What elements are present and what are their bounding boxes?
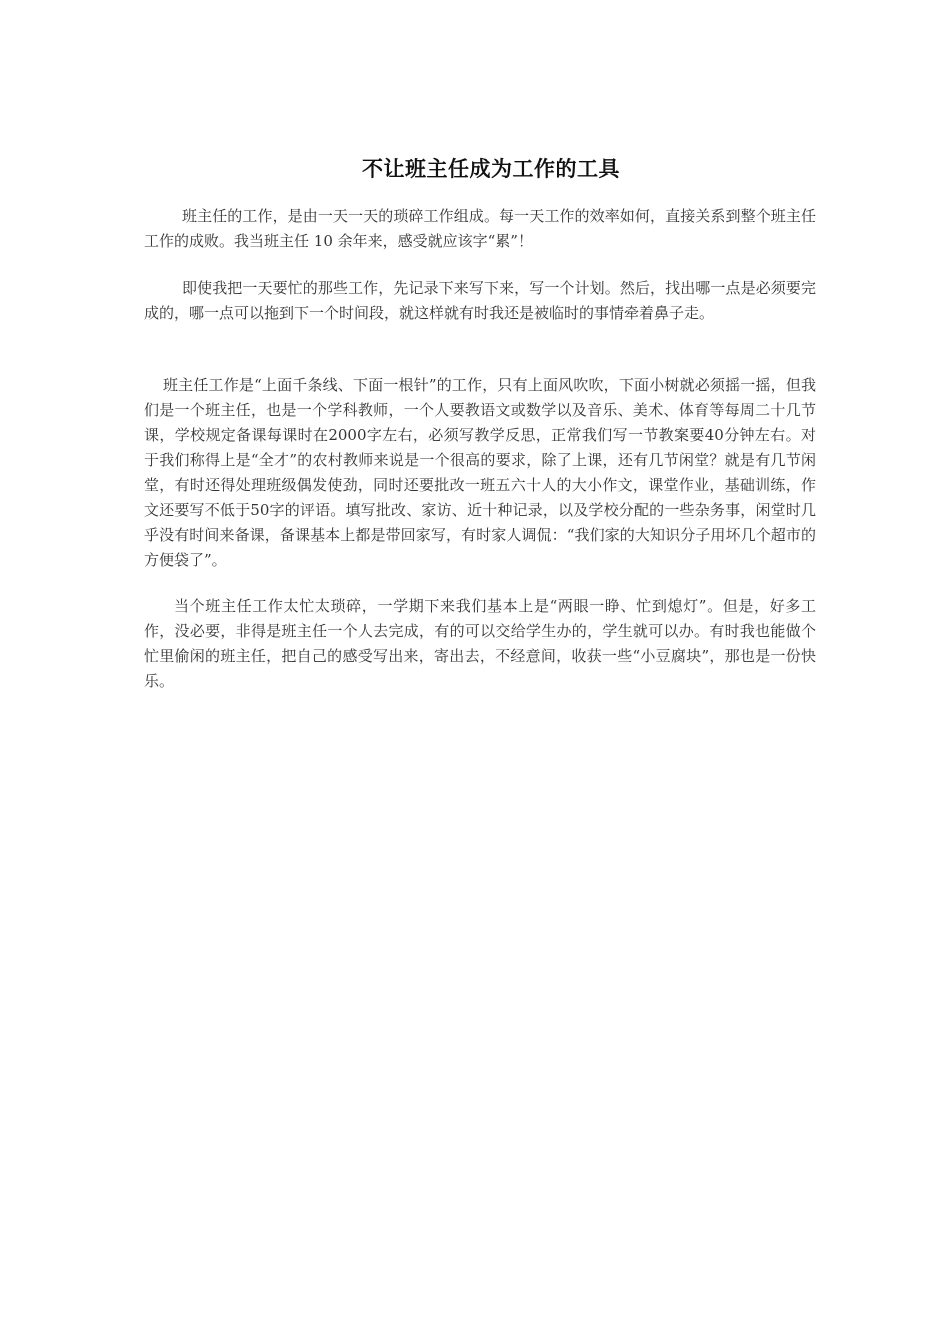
paragraph-1: 班主任的工作，是由一天一天的琐碎工作组成。每一天工作的效率如何，直接关系到整个班主任工作的成败。我当班主任 10 余年来，感受就应该字“累”！ [144,207,816,250]
paragraph-4: 当个班主任工作太忙太琐碎，一学期下来我们基本上是“两眼一睁、忙到熄灯”。但是，好多工作，没必要，非得是班主任一个人去完成，有的可以交给学生办的，学生就可以办。有时我也能做个忙里偷闲的班主任，把自己的感受写出来，寄出去，不经意间，收获一些“小豆腐块”，那也是一份快乐。 [144,597,816,690]
paragraph-2: 即使我把一天要忙的那些工作，先记录下来写下来，写一个计划。然后，找出哪一点是必须要完成的，哪一点可以拖到下一个时间段，就这样就有时我还是被临时的事情牵着鼻子走。 [144,279,816,322]
document-title: 不让班主任成为工作的工具 [362,157,620,181]
paragraph-3: 班主任工作是“上面千条线、下面一根针”的工作，只有上面风吹吹，下面小树就必须摇一摇，但我们是一个班主任，也是一个学科教师，一个人要教语文或数学以及音乐、美术、体育等每周二十几节课，学校规定备课每课时在2000字左右，必须写教学反思，正常我们写一节教案要40分钟左右。对于我们称得上是“全才”的农村教师来说是一个很高的要求，除了上课，还有几节闲堂？就是有几节闲堂，有时还得处理班级偶发使劲，同时还要批改一班五六十人的大小作文，课堂作业，基础训练，作文还要写不低于50字的评语。填写批改、家访、近十种记录，以及学校分配的一些杂务事，闲堂时几乎没有时间来备课，备课基本上都是带回家写，有时家人调侃：“我们家的大知识分子用坏几个超市的方便袋了”。 [144,376,816,569]
